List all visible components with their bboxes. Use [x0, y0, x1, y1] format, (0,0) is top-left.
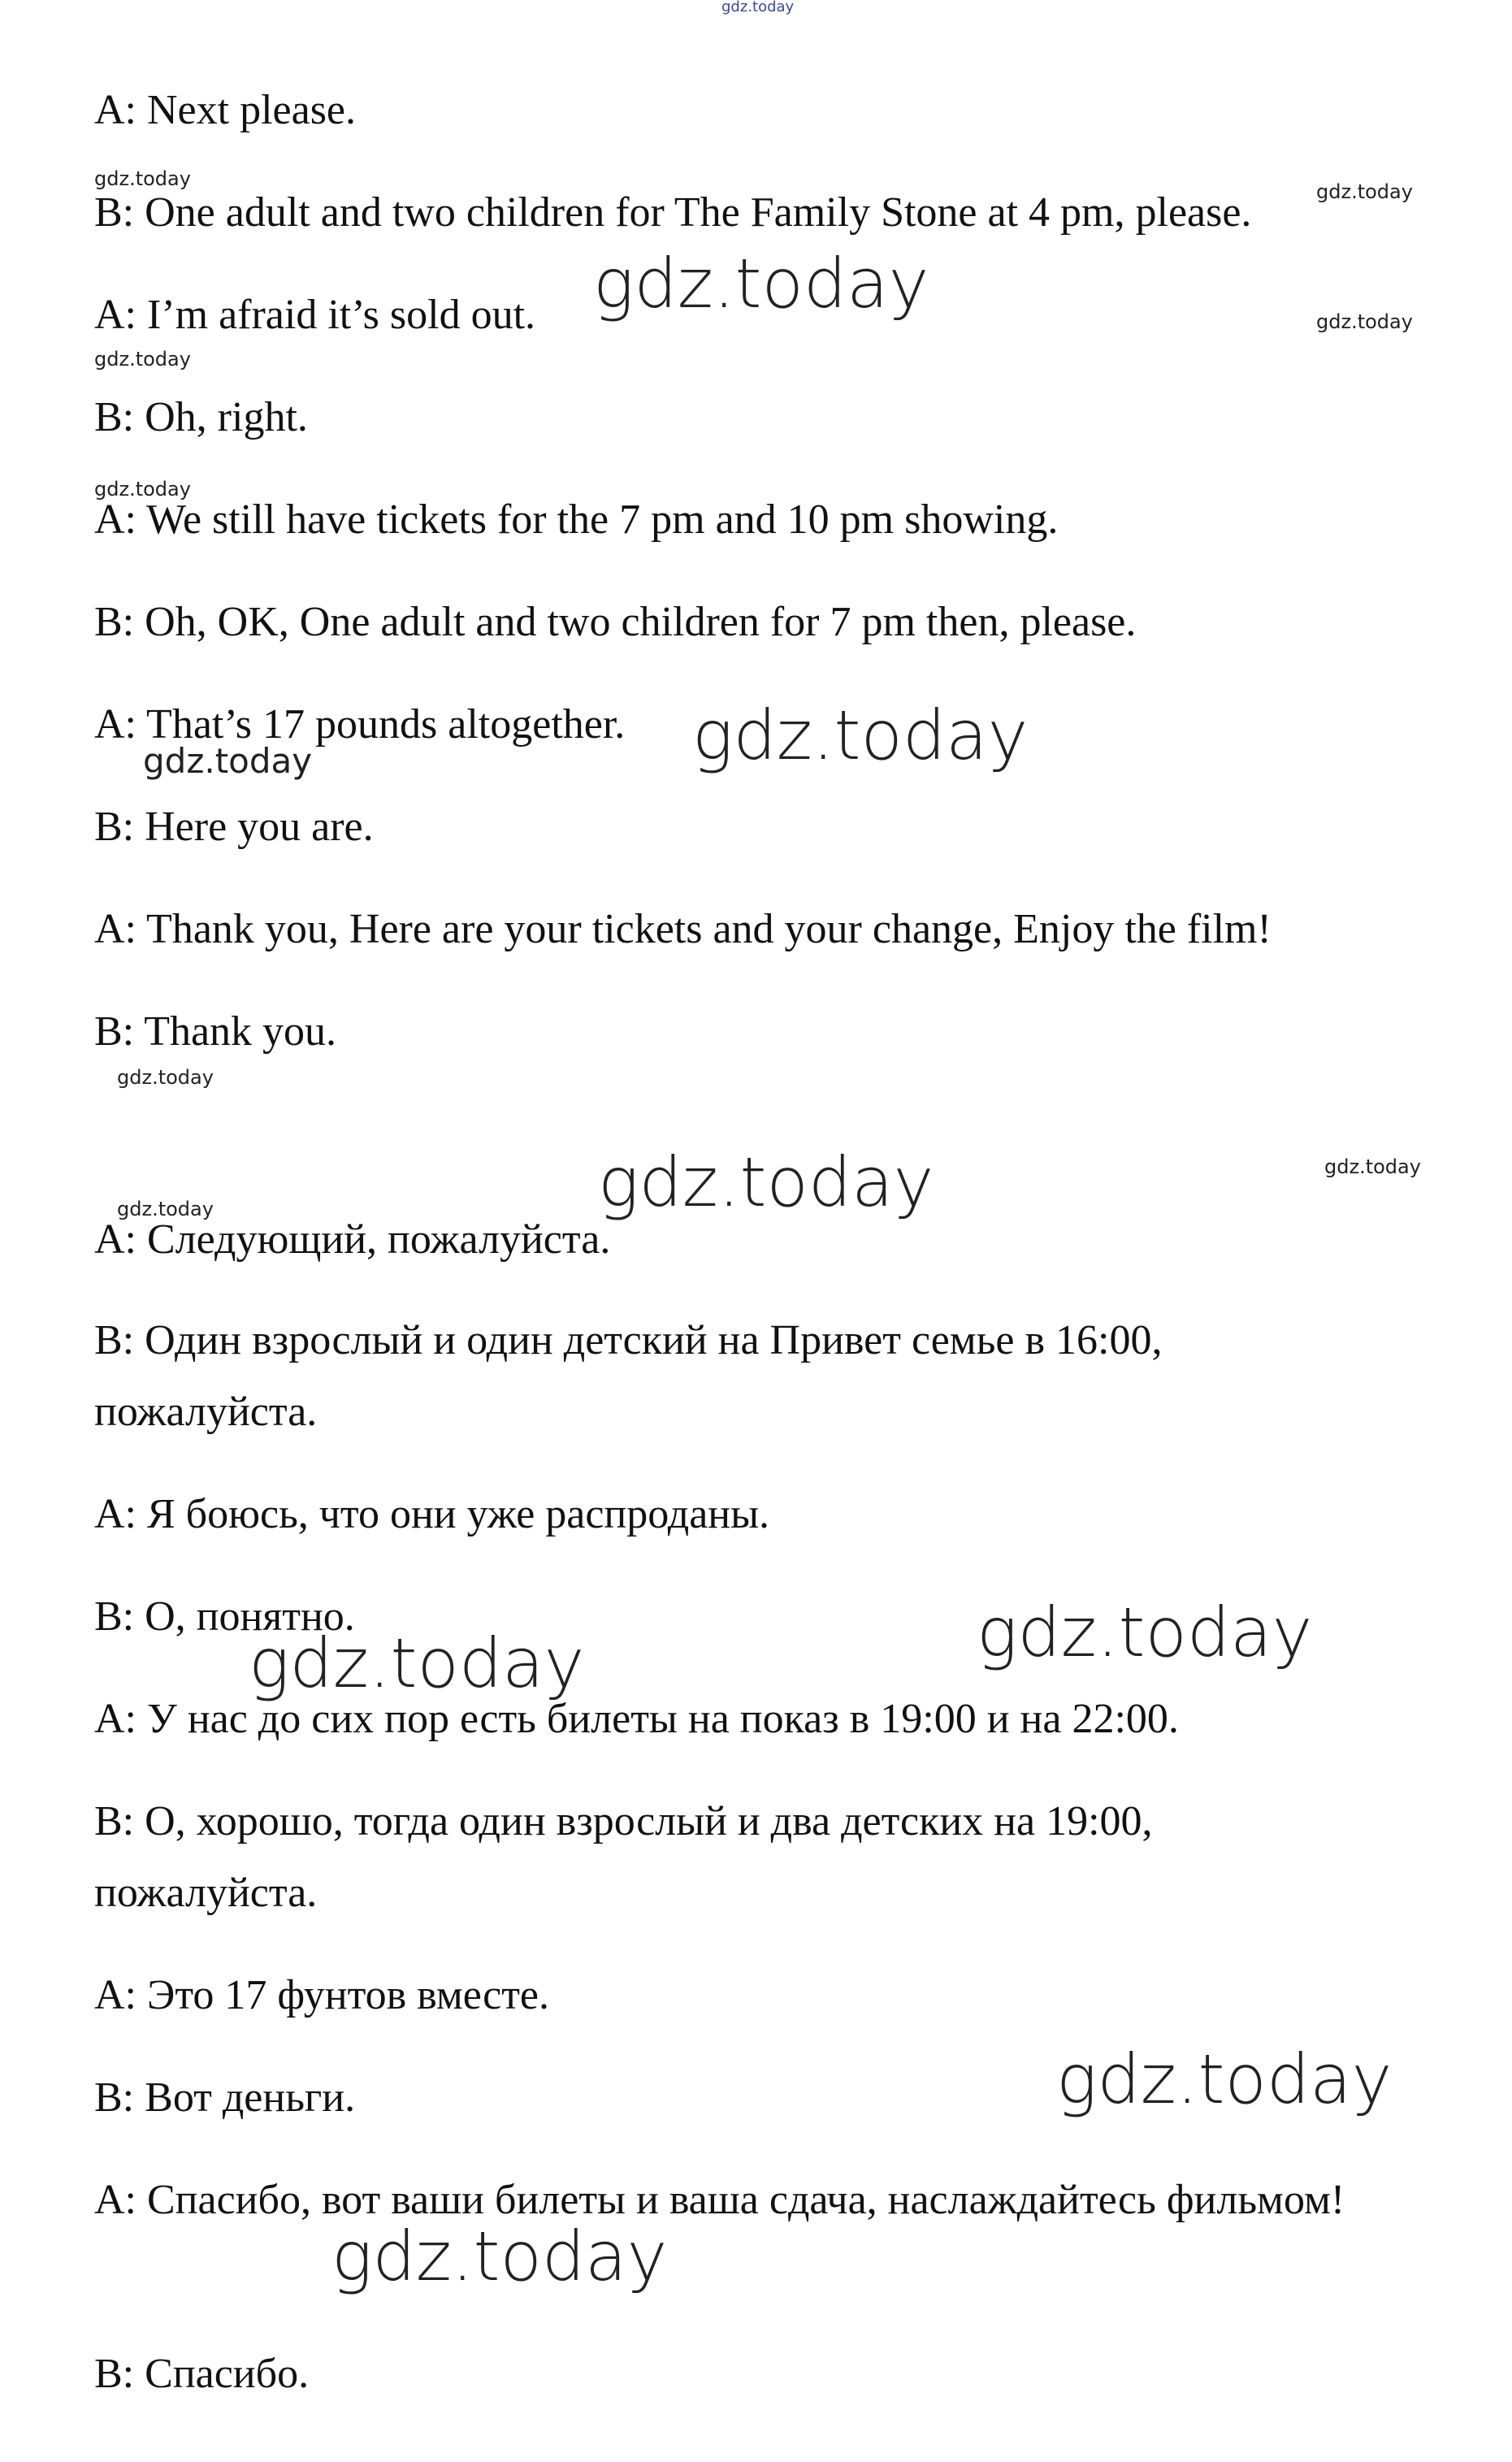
dialogue-line-ru-4: B: О, понятно.	[94, 1593, 355, 1640]
dialogue-line-ru-7: A: Это 17 фунтов вместе.	[94, 1972, 550, 2018]
dialogue-line-en-7: A: That’s 17 pounds altogether.	[94, 701, 626, 748]
dialogue-line-ru-6: B: О, хорошо, тогда один взрослый и два детских на 19:00, пожалуйста.	[94, 1798, 1153, 1916]
watermark-small: gdz.today	[1316, 180, 1413, 203]
dialogue-line-en-8: B: Here you are.	[94, 804, 374, 850]
dialogue-line-en-1: A: Next please.	[94, 87, 357, 133]
watermark-large: gdz.today	[331, 2217, 668, 2296]
dialogue-line-en-4: B: Oh, right.	[94, 394, 308, 440]
watermark-large: gdz.today	[593, 244, 929, 323]
watermark-small: gdz.today	[1316, 310, 1413, 333]
dialogue-line-en-3: A: I’m afraid it’s sold out.	[94, 292, 536, 338]
watermark-large: gdz.today	[1056, 2039, 1393, 2119]
dialogue-line-ru-8: B: Вот деньги.	[94, 2074, 356, 2121]
watermark-large: gdz.today	[598, 1142, 934, 1222]
watermark-large: gdz.today	[692, 696, 1029, 775]
dialogue-line-en-2: B: One adult and two children for The Family Stone at 4 pm, please.	[94, 189, 1252, 236]
dialogue-line-en-9: A: Thank you, Here are your tickets and your change, Enjoy the film!	[94, 906, 1272, 952]
dialogue-line-ru-3: A: Я боюсь, что они уже распроданы.	[94, 1491, 770, 1537]
dialogue-line-en-6: B: Oh, OK, One adult and two children for 7 pm then, please.	[94, 599, 1137, 645]
dialogue-line-ru-5: A: У нас до сих пор есть билеты на показ в 19:00 и на 22:00.	[94, 1696, 1179, 1742]
watermark-large: gdz.today	[249, 1623, 585, 1703]
watermark-large: gdz.today	[977, 1593, 1313, 1672]
watermark-small: gdz.today	[117, 1198, 214, 1220]
watermark-small: gdz.today	[117, 1066, 214, 1089]
watermark-small: gdz.today	[1324, 1155, 1421, 1178]
dialogue-line-ru-1: A: Следующий, пожалуйста.	[94, 1216, 611, 1263]
watermark-medium: gdz.today	[143, 741, 313, 781]
watermark-top: gdz.today	[721, 0, 795, 15]
dialogue-line-ru-10: B: Спасибо.	[94, 2351, 310, 2397]
dialogue-line-ru-2: B: Один взрослый и один детский на Привет семье в 16:00, пожалуйста.	[94, 1317, 1163, 1435]
watermark-small: gdz.today	[94, 348, 191, 371]
watermark-small: gdz.today	[94, 478, 191, 501]
dialogue-line-ru-9: A: Спасибо, вот ваши билеты и ваша сдача, наслаждайтесь фильмом!	[94, 2177, 1345, 2223]
dialogue-line-en-5: A: We still have tickets for the 7 pm and 10 pm showing.	[94, 496, 1059, 543]
watermark-small: gdz.today	[94, 167, 191, 190]
dialogue-line-en-10: B: Thank you.	[94, 1008, 337, 1055]
